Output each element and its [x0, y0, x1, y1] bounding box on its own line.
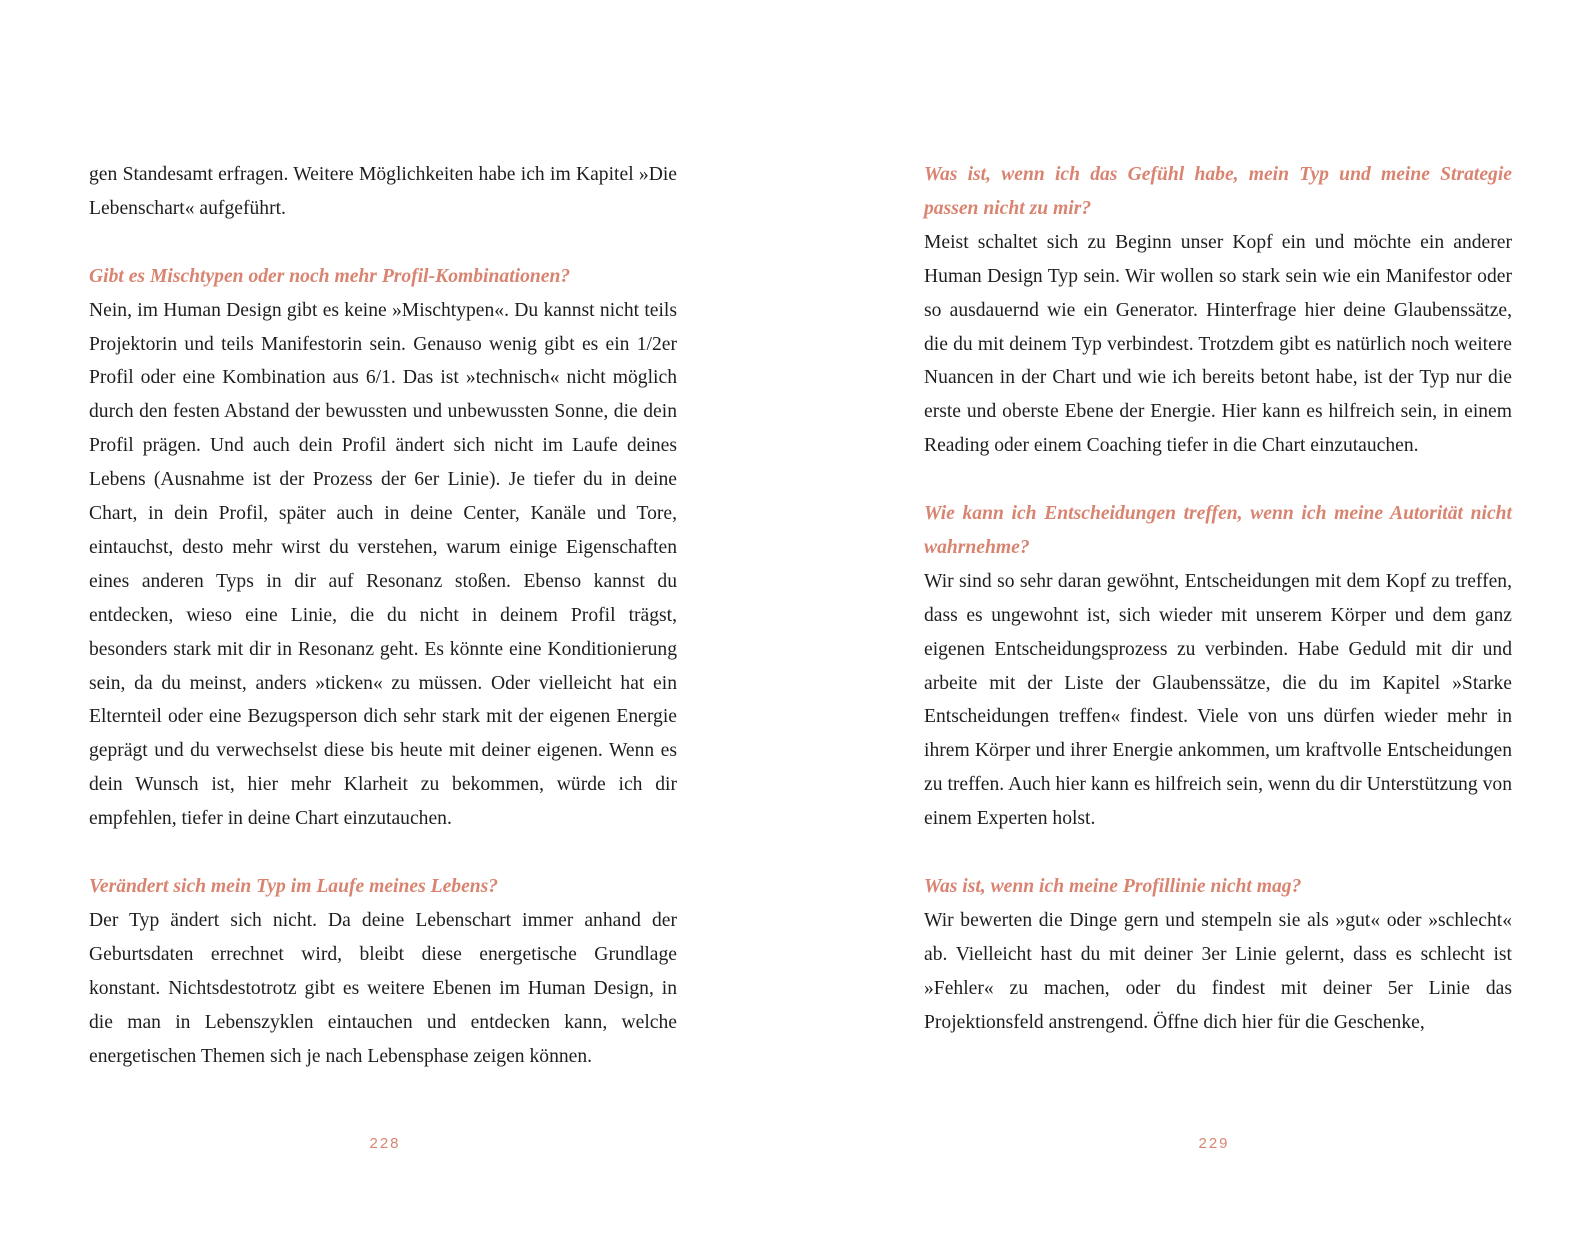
question-heading-mischtypen: Gibt es Mischtypen oder noch mehr Profil-Kombinationen?: [89, 265, 571, 287]
question-heading-profillinie: Was ist, wenn ich meine Profillinie nicht mag?: [924, 876, 1302, 897]
right-page: [924, 158, 1512, 1040]
question-heading-autoritaet: Wie kann ich Entscheidungen treffen, wenn ich meine Autorität nicht wahrnehme?: [924, 503, 1512, 558]
question-heading-strategie: Was ist, wenn ich das Gefühl habe, mein Typ und meine Strategie passen nicht zu mir?: [924, 164, 1512, 219]
page-number-left: 228: [369, 1135, 401, 1152]
section-gap: [89, 226, 677, 260]
page-number-right: 229: [1198, 1135, 1230, 1152]
question-heading-typ-aendern: Verändert sich mein Typ im Laufe meines Lebens?: [89, 876, 499, 897]
answer-paragraph-autoritaet: Wir sind so sehr daran gewöhnt, Entscheidungen mit dem Kopf zu treffen, dass es ungewohnt ist, sich wieder mit unserem Körper und dem ganz eigenen Entscheidungsprozess zu verbinden. Habe Geduld mit dir und arbeite mit der Liste der Glaubenssätze, die du im Kapitel »Starke Entscheidungen treffen« findest. Viele von uns dürfen wieder mehr in ihrem Körper und ihrer Energie ankommen, um kraftvolle Entscheidungen zu treffen. Auch hier kann es hilfreich sein, wenn du dir Unterstützung von einem Experten holst.: [924, 570, 1512, 830]
left-page: [89, 158, 677, 1073]
answer-paragraph-strategie: Meist schaltet sich zu Beginn unser Kopf ein und möchte ein anderer Human Design Typ sein. Wir wollen so stark sein wie ein Manifestor oder so ausdauernd wie ein Generator. Hinterfrage hier deine Glaubenssätze, die du mit deinem Typ verbindest. Trotzdem gibt es natürlich noch weitere Nuancen in der Chart und wie ich bereits betont habe, ist der Typ nur die erste und oberste Ebene der Energie. Hier kann es hilfreich sein, in einem Reading oder einem Coaching tiefer in die Chart einzutauchen.: [924, 231, 1512, 457]
answer-paragraph-profillinie: Wir bewerten die Dinge gern und stempeln sie als »gut« oder »schlecht« ab. Vielleicht hast du mit deiner 3er Linie gelernt, dass es schlecht ist »Fehler« zu machen, oder du findest mit deiner 5er Linie das Projektionsfeld anstrengend. Öffne dich hier für die Geschenke,: [924, 909, 1512, 1033]
section-gap: [924, 836, 1512, 870]
section-gap: [924, 463, 1512, 497]
answer-paragraph-typ-aendern: Der Typ ändert sich nicht. Da deine Lebenschart immer anhand der Geburtsdaten errechnet wird, bleibt diese energetische Grundlage konstant. Nichtsdestotrotz gibt es weitere Ebenen im Human Design, in die man in Lebenszyklen eintauchen und entdecken kann, welche energetischen Themen sich je nach Lebensphase zeigen können.: [89, 909, 677, 1067]
answer-paragraph-mischtypen: Nein, im Human Design gibt es keine »Mischtypen«. Du kannst nicht teils Projektorin und teils Manifestorin sein. Genauso wenig gibt es ein 1/2er Profil oder eine Kombination aus 6/1. Das ist »technisch« nicht möglich durch den festen Abstand der bewussten und unbewussten Sonne, die dein Profil prägen. Und auch dein Profil ändert sich nicht im Laufe deines Lebens (Ausnahme ist der Prozess der 6er Linie). Je tiefer du in deine Chart, in dein Profil, später auch in deine Center, Kanäle und Tore, eintauchst, desto mehr wirst du verstehen, warum einige Eigenschaften eines anderen Typs in dir auf Resonanz stoßen. Ebenso kannst du entdecken, wieso eine Linie, die du nicht in deinem Profil trägst, besonders stark mit dir in Resonanz geht. Es könnte eine Konditionierung sein, da du meinst, anders »ticken« zu müssen. Oder vielleicht hat ein Elternteil oder eine Bezugsperson dich sehr stark mit der eigenen Energie geprägt und du verwechselst diese bis heute mit deiner eigenen. Wenn es dein Wunsch ist, hier mehr Klarheit zu bekommen, würde ich dir empfehlen, tiefer in deine Chart einzutauchen.: [89, 299, 677, 830]
section-gap: [89, 836, 677, 870]
intro-paragraph: gen Standesamt erfragen. Weitere Möglichkeiten habe ich im Kapitel »Die Lebenschart« aufgeführt.: [89, 164, 677, 219]
